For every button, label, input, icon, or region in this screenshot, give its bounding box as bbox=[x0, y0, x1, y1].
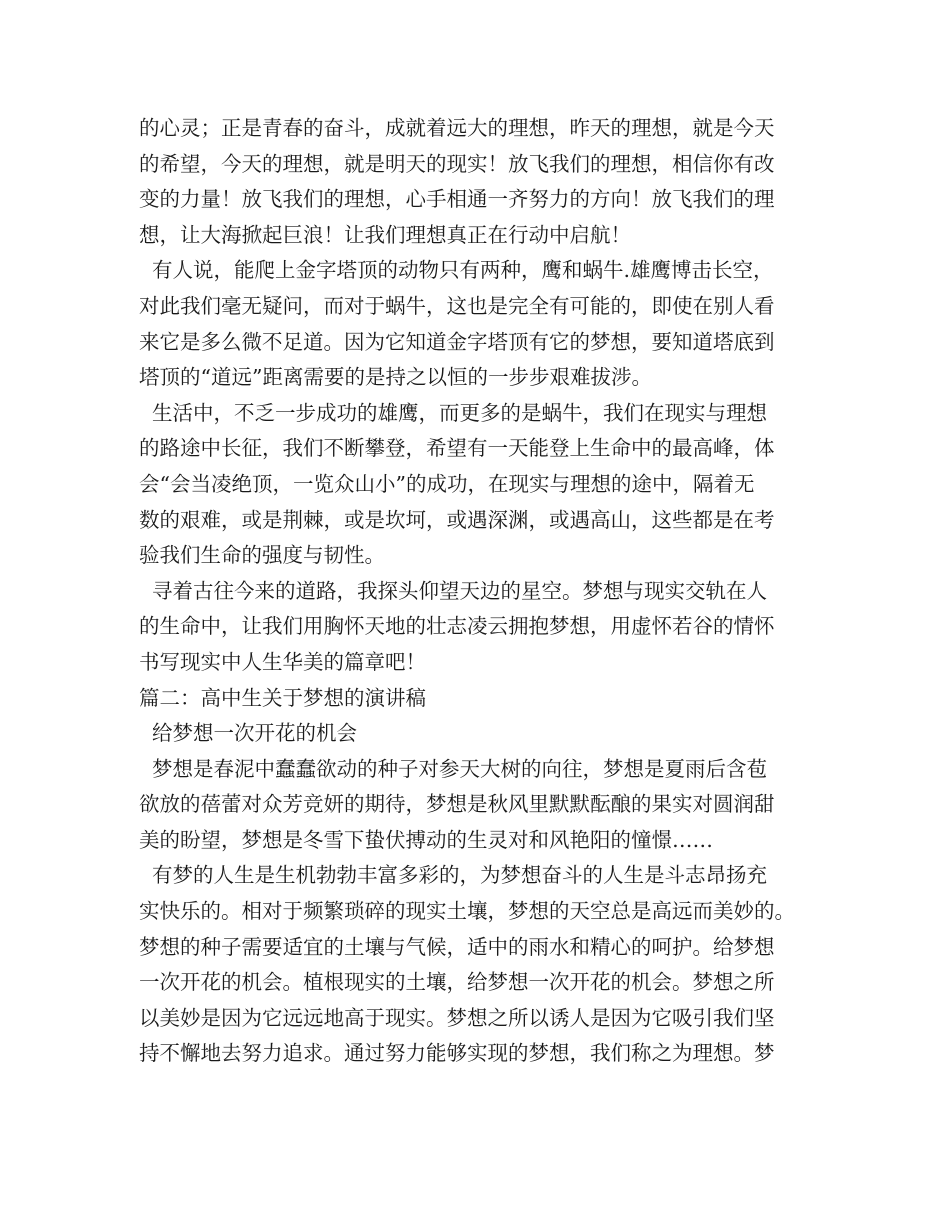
text-line: 的希望，今天的理想，就是明天的现实！放飞我们的理想，相信你有改 bbox=[139, 151, 775, 176]
text-line: 篇二：高中生关于梦想的演讲稿 bbox=[139, 685, 426, 710]
text-line: 寻着古往今来的道路，我探头仰望天边的星空。梦想与现实交轨在人 bbox=[139, 578, 768, 603]
document-body-text bbox=[139, 111, 829, 1072]
text-line: 想，让大海掀起巨浪！让我们理想真正在行动中启航！ bbox=[139, 222, 631, 247]
text-line: 梦想是春泥中蠢蠢欲动的种子对参天大树的向往，梦想是夏雨后含苞 bbox=[139, 756, 768, 781]
text-line: 梦想的种子需要适宜的土壤与气候，适中的雨水和精心的呵护。给梦想 bbox=[139, 934, 775, 959]
text-line: 有梦的人生是生机勃勃丰富多彩的，为梦想奋斗的人生是斗志昂扬充 bbox=[139, 863, 768, 888]
text-line: 美的盼望，梦想是冬雪下蛰伏搏动的生灵对和风艳阳的憧憬…… bbox=[139, 827, 713, 852]
text-line: 来它是多么微不足道。因为它知道金字塔顶有它的梦想，要知道塔底到 bbox=[139, 329, 775, 354]
text-line: 一次开花的机会。植根现实的土壤，给梦想一次开花的机会。梦想之所 bbox=[139, 970, 775, 995]
text-line: 以美妙是因为它远远地高于现实。梦想之所以诱人是因为它吸引我们坚 bbox=[139, 1005, 775, 1030]
text-line: 欲放的蓓蕾对众芳竞妍的期待，梦想是秋风里默默酝酿的果实对圆润甜 bbox=[139, 792, 775, 817]
text-line: 给梦想一次开花的机会 bbox=[139, 721, 358, 746]
text-line: 持不懈地去努力追求。通过努力能够实现的梦想，我们称之为理想。梦 bbox=[139, 1041, 775, 1066]
text-line: 变的力量！放飞我们的理想，心手相通一齐努力的方向！放飞我们的理 bbox=[139, 187, 775, 212]
text-line: 的路途中长征，我们不断攀登，希望有一天能登上生命中的最高峰，体 bbox=[139, 436, 775, 461]
text-line: 有人说，能爬上金字塔顶的动物只有两种，鹰和蜗牛.雄鹰博击长空， bbox=[139, 258, 774, 283]
text-line: 对此我们毫无疑问，而对于蜗牛，这也是完全有可能的，即使在别人看 bbox=[139, 293, 775, 318]
text-line: 会“会当凌绝顶，一览众山小”的成功，在现实与理想的途中，隔着无 bbox=[139, 471, 755, 496]
text-line: 塔顶的“道远”距离需要的是持之以恒的一步步艰难拔涉。 bbox=[139, 365, 652, 390]
text-line: 数的艰难，或是荆棘，或是坎坷，或遇深渊，或遇高山，这些都是在考 bbox=[139, 507, 775, 532]
text-line: 验我们生命的强度与韧性。 bbox=[139, 543, 385, 568]
text-line: 生活中，不乏一步成功的雄鹰，而更多的是蜗牛，我们在现实与理想 bbox=[139, 400, 768, 425]
text-line: 的生命中，让我们用胸怀天地的壮志凌云拥抱梦想，用虚怀若谷的情怀 bbox=[139, 614, 775, 639]
text-line: 书写现实中人生华美的篇章吧！ bbox=[139, 649, 426, 674]
text-line: 实快乐的。相对于频繁琐碎的现实土壤，梦想的天空总是高远而美妙的。 bbox=[139, 899, 795, 924]
text-line: 的心灵；正是青春的奋斗，成就着远大的理想，昨天的理想，就是今天 bbox=[139, 116, 775, 140]
